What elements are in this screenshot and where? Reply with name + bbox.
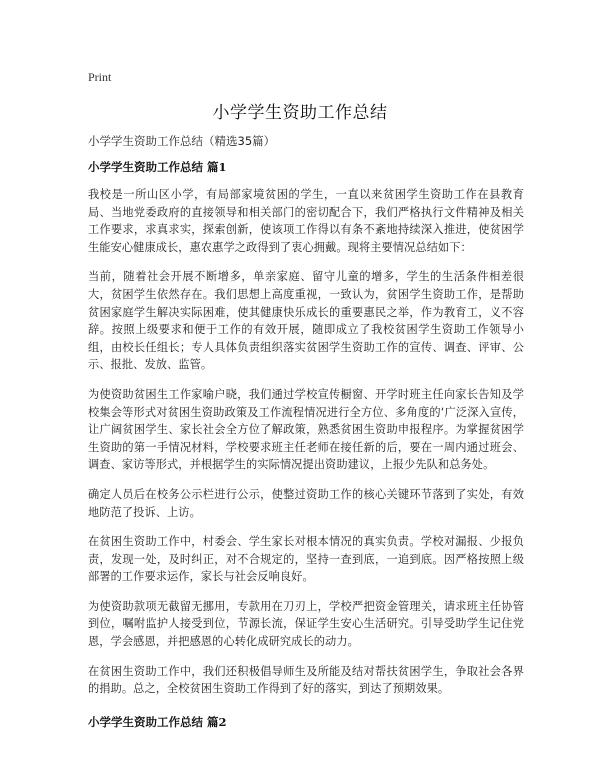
paragraph: 在贫困生资助工作中，村委会、学生家长对根本情况的真实负责。学校对漏报、少报负责，发现一处，及时纠正，对不合规定的，坚持一查到底，一追到底。因严格按照上级部署的工作要求运作，家长与社会反响良好。 bbox=[88, 535, 524, 584]
paragraph: 在贫困生资助工作中，我们还积极倡导师生及所能及结对帮扶贫困学生，争取社会各界的捐助。总之，全校贫困生资助工作得到了好的落实，到达了预期效果。 bbox=[88, 664, 524, 696]
paragraph: 为使资助款项无截留无挪用，专款用在刀刃上，学校严把资金管理关，请求班主任协管到位，嘱咐监护人接受到位，节源长流，保证学生安心生活研究。引导受助学生记住党恩，学会感恩，并把感恩的心转化成研究成长的动力。 bbox=[88, 599, 524, 649]
document-body bbox=[88, 133, 524, 741]
paragraph: 我校是一所山区小学，有局部家境贫困的学生，一直以来贫困学生资助工作在县教育局、当地党委政府的直接领导和相关部门的密切配合下，我们严格执行文件精神及相关工作要求，求真求实，探索创新，使该项工作得以有条不紊地持续深入推进，使贫困学生能安心健康成长，惠农惠学之政得到了衷心拥戴。现将主要情况总结如下： bbox=[88, 188, 524, 254]
paragraph: 当前，随着社会开展不断增多，单亲家庭、留守儿童的增多，学生的生活条件相差很大，贫困学生依然存在。我们思想上高度重视，一致认为，贫困学生资助工作，是帮助贫困家庭学生解决实际困难，使其健康快乐成长的重要惠民之举，作为教育工，义不容辞。按照上级要求和便于工作的有效开展，随即成立了我校贫困学生资助工作领导小组，由校长任组长；专人具体负责组织落实贫困学生资助工作的宣传、调查、评审、公示、报批、发放、监管。 bbox=[88, 270, 524, 372]
print-link[interactable]: Print bbox=[88, 70, 112, 84]
section-heading-1: 小学学生资助工作总结 篇1 bbox=[88, 160, 227, 174]
document-subtitle: 小学学生资助工作总结（精选35篇） bbox=[88, 134, 276, 148]
paragraph: 为使资助贫困生工作家喻户晓，我们通过学校宣传橱窗、开学时班主任向家长告知及学校集会等形式对贫困生资助政策及工作流程情况进行全方位、多角度的‘广泛深入宣传，让广阔贫困学生、家长社会全方位了解政策，熟悉贫困生资助申报程序。为掌握贫困学生资助的第一手情况材料，学校要求班主任老师在接任新的后，要在一周内通过班会、调查、家访等形式，并根据学生的实际情况提出资助建议，上报少先队和总务处。 bbox=[88, 387, 524, 472]
paragraph: 确定人员后在校务公示栏进行公示，使整过资助工作的核心关键环节落到了实处，有效地防范了投诉、上访。 bbox=[88, 487, 524, 519]
page-title: 小学学生资助工作总结 bbox=[212, 103, 388, 123]
section-heading-2: 小学学生资助工作总结 篇2 bbox=[88, 714, 227, 729]
